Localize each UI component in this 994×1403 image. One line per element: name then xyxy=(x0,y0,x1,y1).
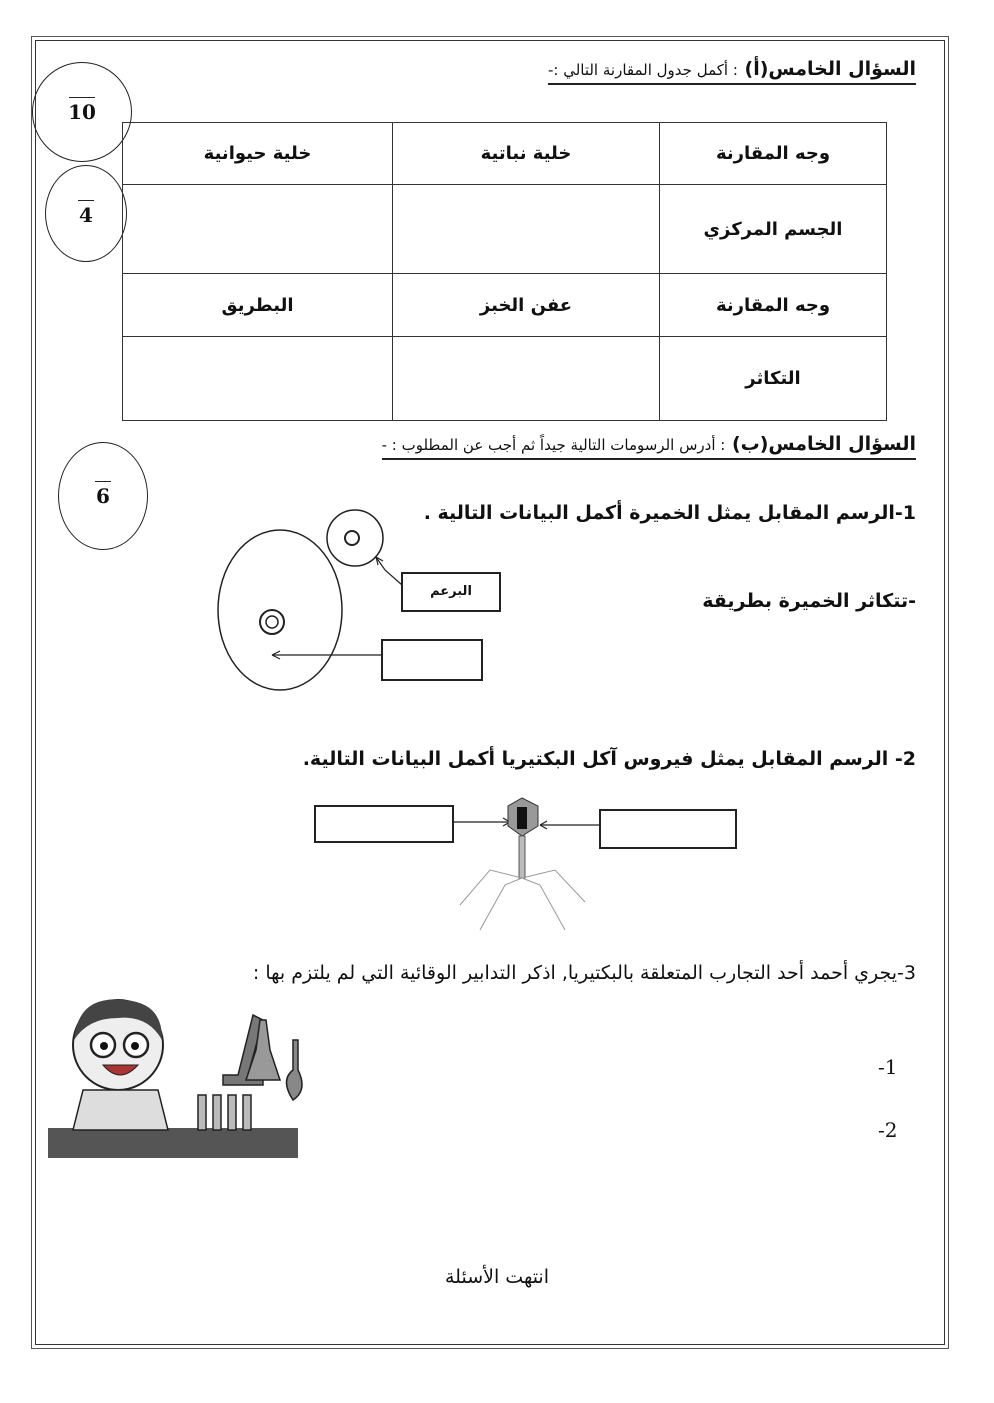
question-3: 3-يجري أحمد أحد التجارب المتعلقة بالبكتيريا, اذكر التدابير الوقائية التي لم يلتزم بها : xyxy=(252,962,916,984)
scientist-illustration xyxy=(48,990,308,1165)
comparison-table xyxy=(122,122,887,421)
section-b-instruction: : أدرس الرسومات التالية جيداً ثم أجب عن المطلوب : - xyxy=(381,436,726,454)
question-2: 2- الرسم المقابل يمثل فيروس آكل البكتيريا أكمل البيانات التالية. xyxy=(302,748,916,770)
section-a-heading xyxy=(548,58,916,85)
answer-line-2[interactable]: -2 xyxy=(878,1118,898,1142)
section-b-heading xyxy=(382,433,916,460)
table2-header-penguin: البطريق xyxy=(123,274,393,337)
table2-answer-penguin[interactable] xyxy=(123,337,393,421)
table2-row-label: التكاثر xyxy=(660,337,887,421)
section-a-instruction: : أكمل جدول المقارنة التالي :- xyxy=(547,61,738,79)
question-1: 1-الرسم المقابل يمثل الخميرة أكمل البيانات التالية . xyxy=(423,502,916,524)
table2-answer-bread-mold[interactable] xyxy=(393,337,660,421)
yeast-bud-label: البرعم xyxy=(430,584,472,599)
section-a-title: السؤال الخامس(أ) xyxy=(744,58,916,80)
table1-answer-animal[interactable] xyxy=(123,185,393,274)
answer-line-1[interactable]: -1 xyxy=(878,1055,898,1079)
end-of-questions: انتهت الأسئلة xyxy=(445,1266,549,1288)
table1-header-aspect: وجه المقارنة xyxy=(660,123,887,185)
score-circle-a: 4 xyxy=(45,165,127,262)
section-b-title: السؤال الخامس(ب) xyxy=(731,433,916,455)
bacteriophage-diagram xyxy=(310,790,745,940)
score-circle-b: 6 xyxy=(58,442,148,550)
table2-header-aspect: وجه المقارنة xyxy=(660,274,887,337)
table1-header-plant: خلية نباتية xyxy=(393,123,660,185)
yeast-answer-box[interactable] xyxy=(382,640,482,680)
table1-header-animal: خلية حيوانية xyxy=(123,123,393,185)
question-1-reproduction: -تتكاثر الخميرة بطريقة xyxy=(702,590,916,612)
table1-row-label: الجسم المركزي xyxy=(660,185,887,274)
score-circle-total: 10 xyxy=(32,62,132,162)
table1-answer-plant[interactable] xyxy=(393,185,660,274)
table2-header-bread-mold: عفن الخبز xyxy=(393,274,660,337)
